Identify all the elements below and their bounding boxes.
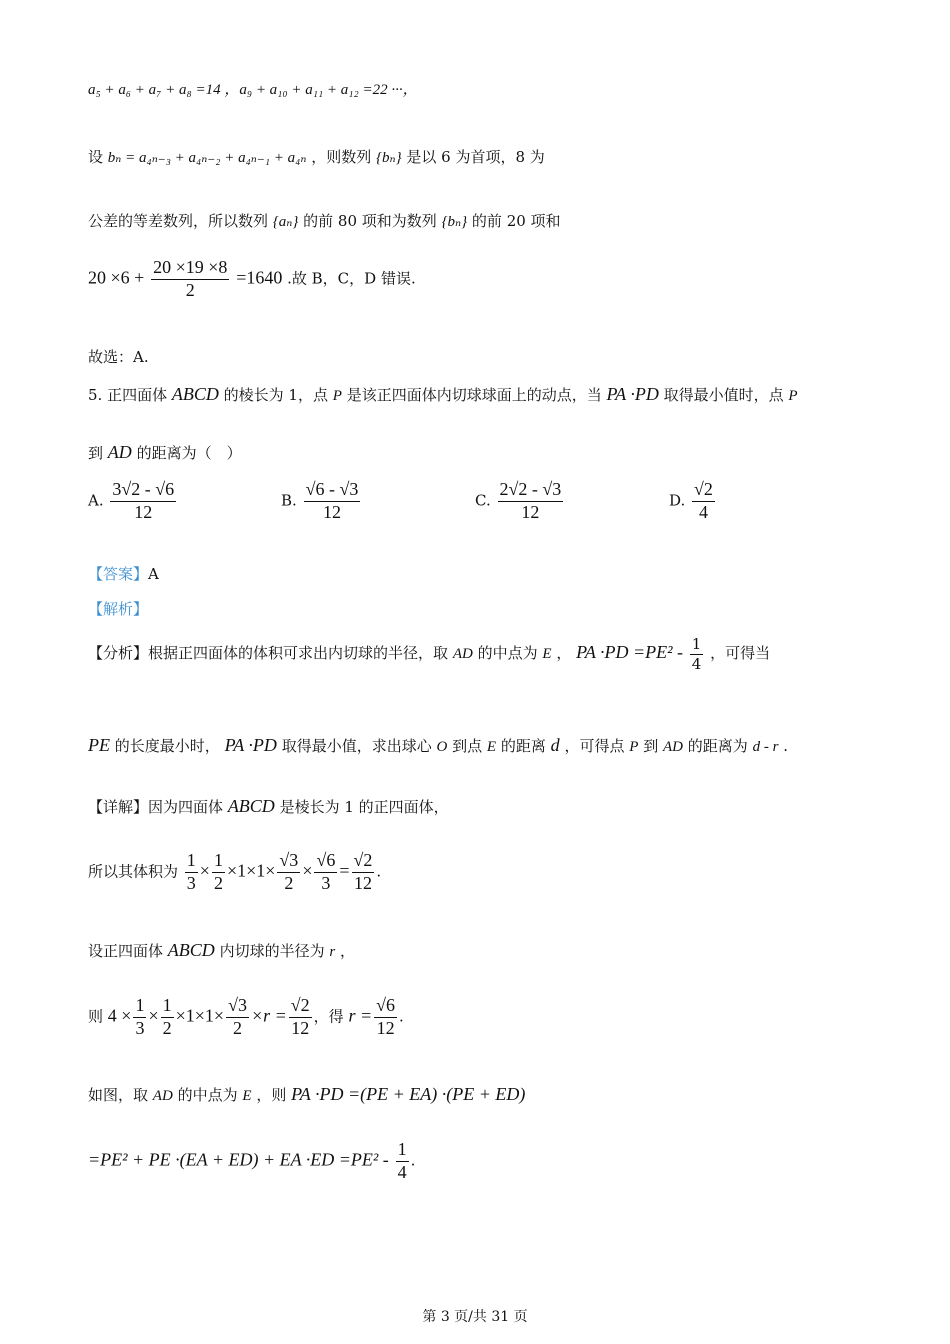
- analysis-formula: PA ·PD =PE² -: [576, 642, 684, 662]
- option-label: B.: [281, 491, 297, 510]
- op: ×: [199, 860, 210, 881]
- math-abcd: ABCD: [171, 384, 219, 404]
- text: 公差的等差数列，所以数列: [88, 212, 269, 230]
- math-e: E: [486, 739, 497, 755]
- text: 的前 80 项和为数列: [303, 212, 437, 230]
- op: ×: [302, 860, 313, 881]
- calc-line: [88, 258, 416, 301]
- op: r =: [348, 1005, 373, 1026]
- bn-formula: bₙ = a₄ₙ₋₃ + a₄ₙ₋₂ + a₄ₙ₋₁ + a₄ₙ: [107, 150, 307, 166]
- answer-value: A: [148, 565, 159, 583]
- calc-right: =1640: [236, 267, 283, 288]
- text: .故 B，C，D 错误.: [287, 269, 416, 288]
- analysis-line-2: [88, 735, 788, 756]
- text: 的中点为: [477, 644, 538, 662]
- num: √3: [226, 996, 249, 1018]
- math-ad: AD: [663, 739, 683, 755]
- text: ，可得当: [710, 644, 771, 662]
- analysis-tag-line: [88, 598, 148, 619]
- text: 是以 6 为首项，8 为: [406, 148, 545, 166]
- op: ×1×1×: [226, 860, 276, 881]
- text: 则: [88, 1007, 104, 1026]
- equation-line: [88, 996, 404, 1039]
- text: 的前 20 项和: [471, 212, 561, 230]
- fraction: [161, 996, 174, 1039]
- num: 1: [133, 996, 146, 1018]
- num: 1: [161, 996, 174, 1018]
- seq-sums-line: [88, 78, 418, 99]
- text: 如图，取: [88, 1086, 149, 1104]
- fraction: [289, 996, 312, 1039]
- calc-den: 2: [185, 279, 195, 300]
- math-dr: d - r: [752, 739, 779, 755]
- option-fraction: [304, 480, 361, 523]
- option-num: 3√2 - √6: [110, 480, 176, 502]
- option-den: 12: [134, 501, 153, 522]
- den: 4: [397, 1161, 407, 1182]
- text: .: [783, 737, 788, 755]
- den: 3: [321, 872, 331, 893]
- num: √6: [314, 851, 337, 873]
- text: 取得最小值，求出球心: [281, 737, 432, 755]
- page-footer: 第 3 页/共 31 页: [422, 1309, 528, 1325]
- math-pe: PE: [88, 735, 110, 755]
- text: 设正四面体: [88, 942, 164, 960]
- math-e: E: [242, 1088, 252, 1104]
- option-den: 12: [322, 501, 341, 522]
- math-ad: AD: [452, 646, 473, 662]
- fraction: [314, 851, 337, 894]
- volume-line: [88, 851, 381, 894]
- text: 的距离为（ ）: [136, 444, 242, 462]
- math-papd: PA ·PD: [606, 384, 659, 404]
- fraction: [277, 851, 300, 894]
- option-fraction: [498, 480, 564, 523]
- math-r: r: [329, 944, 336, 960]
- text: 是该正四面体内切球球面上的动点，当: [346, 386, 602, 404]
- num: 1: [185, 851, 198, 873]
- text: ，: [556, 644, 572, 662]
- math-ad: AD: [107, 442, 132, 462]
- text: .: [410, 1151, 416, 1170]
- num: 1: [691, 635, 702, 653]
- fraction: [185, 851, 198, 894]
- choice: 故选：A.: [88, 348, 149, 366]
- num: 1: [396, 1140, 409, 1162]
- option-fraction: [110, 480, 176, 523]
- choice-line: [88, 346, 149, 367]
- math-d: d: [550, 735, 560, 755]
- text: 到点: [452, 737, 483, 755]
- bn-seq: {bₙ}: [441, 214, 468, 230]
- den: 2: [162, 1017, 172, 1038]
- text: 内切球的半径为: [219, 942, 325, 960]
- math-papd: PA ·PD: [224, 735, 277, 755]
- text: 是棱长为 1 的正四面体，: [279, 798, 449, 816]
- den: 12: [353, 872, 372, 893]
- option-den: 12: [521, 501, 540, 522]
- num: √3: [277, 851, 300, 873]
- text: .: [399, 1007, 404, 1026]
- option-b[interactable]: [281, 480, 362, 523]
- text: .: [376, 862, 382, 881]
- fraction: [133, 996, 146, 1039]
- text: ，得: [313, 1007, 344, 1026]
- option-num: 2√2 - √3: [498, 480, 564, 502]
- op: 4 ×: [107, 1005, 132, 1026]
- den: 2: [213, 872, 223, 893]
- option-label: A.: [88, 491, 104, 510]
- text: 的距离: [500, 737, 546, 755]
- num: √2: [352, 851, 375, 873]
- option-den: 4: [698, 501, 708, 522]
- bn-seq: {bₙ}: [376, 150, 402, 166]
- den: 2: [233, 1017, 243, 1038]
- fraction: [352, 851, 375, 894]
- den: 12: [376, 1017, 395, 1038]
- fraction: [374, 996, 397, 1039]
- op: ×1×1×: [175, 1005, 225, 1026]
- text: 到: [88, 444, 104, 462]
- detail-label: 【详解】: [88, 798, 149, 816]
- question-stem-2: [88, 442, 242, 463]
- dot-product-formula: PA ·PD =(PE + EA) ·(PE + ED): [291, 1084, 526, 1104]
- final-line: [88, 1140, 415, 1183]
- set-b-line: [88, 146, 545, 167]
- option-fraction: [692, 480, 715, 523]
- an-seq: {aₙ}: [272, 214, 299, 230]
- num: √2: [289, 996, 312, 1018]
- math-e: E: [542, 646, 552, 662]
- text: 的长度最小时，: [114, 737, 220, 755]
- math-ad: AD: [152, 1088, 173, 1104]
- text: ，: [340, 942, 356, 960]
- option-label: D.: [669, 491, 686, 510]
- calc-num: 20 ×19 ×8: [151, 258, 229, 280]
- text: 到: [643, 737, 659, 755]
- detail-line-1: [88, 796, 449, 817]
- option-d[interactable]: [669, 480, 717, 523]
- text: 设: [88, 148, 104, 166]
- math-p: P: [629, 739, 639, 755]
- fraction: [396, 1140, 409, 1183]
- text: 5. 正四面体: [88, 386, 168, 404]
- option-label: C.: [475, 491, 491, 510]
- analysis-tag: 【解析】: [88, 600, 149, 618]
- den: 3: [135, 1017, 145, 1038]
- den: 2: [284, 872, 294, 893]
- calc-fraction: [151, 258, 229, 301]
- text: 的距离为: [687, 737, 748, 755]
- fraction: [690, 636, 704, 672]
- math-abcd: ABCD: [167, 940, 215, 960]
- option-num: √2: [692, 480, 715, 502]
- final-formula: =PE² + PE ·(EA + ED) + EA ·ED =PE² -: [88, 1149, 389, 1170]
- text: 根据正四面体的体积可求出内切球的半径，取: [148, 644, 449, 662]
- math-p: P: [788, 388, 798, 404]
- op: ×: [148, 1005, 159, 1026]
- math-p: P: [332, 388, 342, 404]
- text: 所以其体积为: [88, 862, 179, 881]
- option-num: √6 - √3: [304, 480, 361, 502]
- text: ，则: [256, 1086, 287, 1104]
- fraction: [226, 996, 249, 1039]
- den: 4: [691, 654, 702, 673]
- op: =: [339, 860, 350, 881]
- analysis-label: 【分析】: [88, 644, 149, 662]
- text: 的中点为: [177, 1086, 238, 1104]
- den: 3: [186, 872, 196, 893]
- fraction: [212, 851, 225, 894]
- answer-tag: 【答案】: [88, 565, 149, 583]
- op: ×r =: [250, 1005, 287, 1026]
- radius-line: [88, 940, 355, 961]
- calc-left: 20 ×6 +: [88, 267, 145, 288]
- diff-line: [88, 210, 561, 231]
- analysis-line-1: [88, 636, 770, 672]
- seq-sums: a₅ + a₆ + a₇ + a₈ =14 ，a₉ + a₁₀ + a₁₁ + a₁₂ =22 ···，: [88, 82, 418, 98]
- question-stem: [88, 384, 798, 405]
- figure-line: [88, 1084, 525, 1105]
- option-c[interactable]: [475, 480, 565, 523]
- num: √6: [374, 996, 397, 1018]
- den: 12: [291, 1017, 310, 1038]
- text: ，可得点: [564, 737, 625, 755]
- num: 1: [212, 851, 225, 873]
- text: 的棱长为 1，点: [223, 386, 328, 404]
- option-a[interactable]: [88, 480, 178, 523]
- text: 取得最小值时，点: [663, 386, 784, 404]
- math-o: O: [436, 739, 448, 755]
- math-abcd: ABCD: [227, 796, 275, 816]
- text: 因为四面体: [148, 798, 224, 816]
- text: ，则数列: [311, 148, 372, 166]
- answer-line: [88, 563, 159, 584]
